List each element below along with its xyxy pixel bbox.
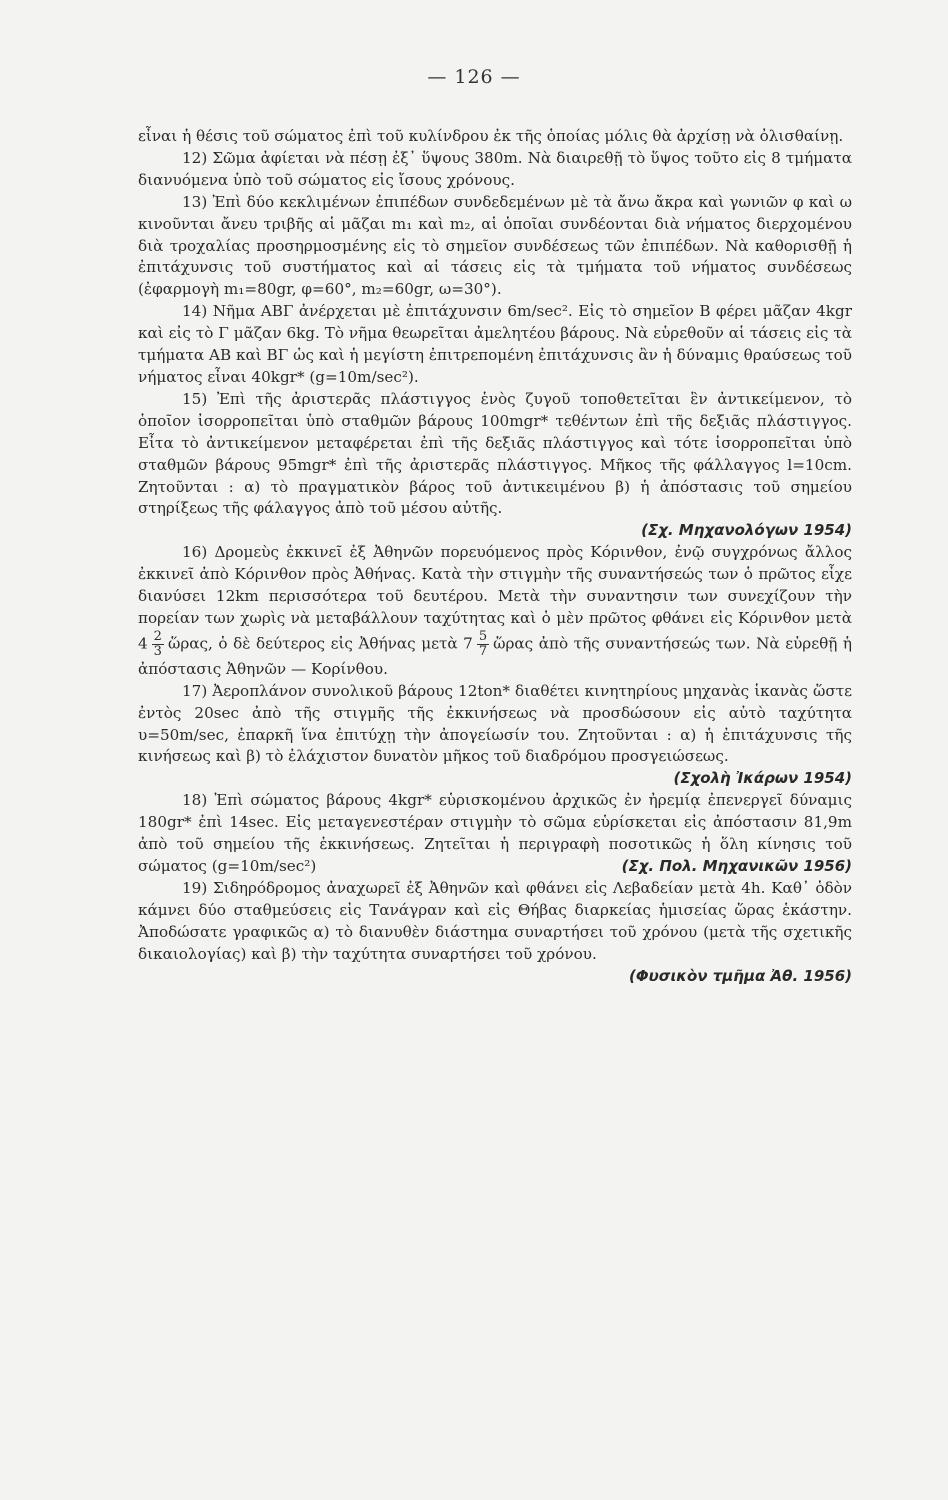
problem-16-text-a: 16) Δρομεὺς ἐκκινεῖ ἐξ Ἀθηνῶν πορευόμενος πρὸς Κόρινθον, ἐνῷ συγχρόνως ἄλλος ἐκκινεῖ ἀπὸ Κόρινθον πρὸς Ἀθήνας. Κατὰ τὴν στιγμὴν τῆς συναντήσεώς των ὁ πρῶτος εἶχε διανύσει 12km περισσότερα τοῦ δευτέρου. Μετὰ τὴν συναντησιν των συνεχίζουν τὴν πορείαν των χωρὶς νὰ μεταβάλλουν ταχύτητας καὶ ὁ μὲν πρῶτος φθάνει εἰς Κόρινθον μετὰ 4: [138, 543, 852, 653]
source-17: (Σχολὴ Ἰκάρων 1954): [673, 769, 852, 788]
fraction-five-sevenths: [477, 630, 489, 659]
fraction-numerator: 2: [153, 628, 162, 644]
source-19: (Φυσικὸν τμῆμα Ἀθ. 1956): [629, 966, 852, 985]
problem-12: 12) Σῶμα ἀφίεται νὰ πέσῃ ἐξ᾽ ὕψους 380m. Νὰ διαιρεθῇ τὸ ὕψος τοῦτο εἰς 8 τμήματα διανυόμενα ὑπὸ τοῦ σώματος εἰς ἴσους χρόνους.: [138, 148, 852, 189]
problem-16-text-b: ὥρας, ὁ δὲ δεύτερος εἰς Ἀθήνας μετὰ 7: [167, 634, 473, 653]
fraction-denominator: 7: [478, 643, 488, 659]
paragraph-continuation: εἶναι ἡ θέσις τοῦ σώματος ἐπὶ τοῦ κυλίνδρου ἐκ τῆς ὁποίας μόλις θὰ ἀρχίσῃ νὰ ὀλισθαίνῃ.: [138, 127, 844, 145]
problem-17-text: 17) Ἀεροπλάνον συνολικοῦ βάρους 12ton* διαθέτει κινητηρίους μηχανὰς ἱκανὰς ὥστε ἐντὸς 20sec ἀπὸ τῆς στιγμῆς τῆς ἐκκινήσεως νὰ προσδώσουν εἰς αὐτὸ ταχύτητα υ=50m/sec, ἐπαρκῆ ἵνα ἐπιτύχῃ τὴν ἀπογείωσίν του. Ζητοῦνται : α) ἡ ἐπιτάχυνσις τῆς κινήσεως καὶ β) τὸ ἐλάχιστον δυνατὸν μῆκος τοῦ διαδρόμου προσγειώσεως.: [138, 681, 852, 766]
text-body: [138, 126, 852, 987]
problem-17: [138, 681, 852, 788]
problem-15: 15) Ἐπὶ τῆς ἀριστερᾶς πλάστιγγος ἑνὸς ζυγοῦ τοποθετεῖται ἓν ἀντικείμενον, τὸ ὁποῖον ἰσορροπεῖται ὑπὸ σταθμῶν βάρους 100mgr* τεθέντων ἐπὶ τῆς δεξιᾶς πλάστιγγος. Εἶτα τὸ ἀντικείμενον μεταφέρεται ἐπὶ τῆς δεξιᾶς πλάστιγγος καὶ τότε ἰσορροπεῖται ὑπὸ σταθμῶν βάρους 95mgr* ἐπὶ τῆς ἀριστερᾶς πλάστιγγος. Μῆκος τῆς φάλλαγγος l=10cm. Ζητοῦνται : α) τὸ πραγματικὸν βάρος τοῦ ἀντικειμένου β) ἡ ἀπόστασις τοῦ σημείου στηρίξεως τῆς φάλαγγος ἀπὸ τοῦ μέσου αὐτῆς.: [138, 389, 852, 518]
problem-16-text-c: ὥρας ἀπὸ τῆς συναντήσεώς των. Νὰ εὑρεθῇ ἡ ἀπόστασις Ἀθηνῶν — Κορίνθου.: [138, 634, 852, 678]
problem-18: [138, 790, 852, 878]
fraction-two-thirds: [152, 630, 164, 659]
problem-19: 19) Σιδηρόδρομος ἀναχωρεῖ ἐξ Ἀθηνῶν καὶ φθάνει εἰς Λεβαδείαν μετὰ 4h. Καθ᾽ ὁδὸν κάμνει δύο σταθμεύσεις εἰς Τανάγραν καὶ εἰς Θήβας διαρκείας ἡμισείας ὥρας ἑκάστην. Ἀποδώσατε γραφικῶς α) τὸ διανυθὲν διάστημα συναρτήσει τοῦ χρόνου (μετὰ τῆς σχετικῆς δικαιολογίας) καὶ β) τὴν ταχύτητα συναρτήσει τοῦ χρόνου.: [138, 878, 852, 963]
page-number: — 126 —: [427, 66, 521, 88]
problem-16: [138, 542, 852, 681]
problem-13: 13) Ἐπὶ δύο κεκλιμένων ἐπιπέδων συνδεδεμένων μὲ τὰ ἄνω ἄκρα καὶ γωνιῶν φ καὶ ω κινοῦνται ἄνευ τριβῆς αἱ μᾶζαι m₁ καὶ m₂, αἱ ὁποῖαι συνδέονται διὰ νήματος διερχομένου διὰ τροχαλίας προσηρμοσμένης εἰς τὸ σημεῖον συνδέσεως τῶν ἐπιπέδων. Νὰ καθορισθῇ ἡ ἐπιτάχυνσις τοῦ συστήματος καὶ αἱ τάσεις εἰς τὰ τμήματα τοῦ νήματος συνδέσεως (ἐφαρμογὴ m₁=80gr, φ=60°, m₂=60gr, ω=30°).: [138, 192, 852, 299]
source-15: (Σχ. Μηχανολόγων 1954): [641, 521, 852, 540]
problem-14: 14) Νῆμα ΑΒΓ ἀνέρχεται μὲ ἐπιτάχυνσιν 6m/sec². Εἰς τὸ σημεῖον Β φέρει μᾶζαν 4kgr καὶ εἰς τὸ Γ μᾶζαν 6kg. Τὸ νῆμα θεωρεῖται ἀμελητέου βάρους. Νὰ εὑρεθοῦν αἱ τάσεις εἰς τὰ τμήματα ΑΒ καὶ ΒΓ ὡς καὶ ἡ μεγίστη ἐπιτρεπομένη ἐπιτάχυνσις ἂν ἡ δύναμις θραύσεως τοῦ νήματος εἶναι 40kgr* (g=10m/sec²).: [138, 302, 852, 386]
problem-18-text: 18) Ἐπὶ σώματος βάρους 4kgr* εὑρισκομένου ἀρχικῶς ἐν ἠρεμίᾳ ἐπενεργεῖ δύναμις 180gr* ἐπὶ 14sec. Εἰς μεταγενεστέραν στιγμὴν τὸ σῶμα εὑρίσκεται εἰς ἀπόστασιν 81,9m ἀπὸ τοῦ σημείου τῆς ἐκκινήσεως. Ζητεῖται ἡ περιγραφὴ ποσοτικῶς ἡ ὅλη κίνησις τοῦ σώματος (g=10m/sec²): [138, 791, 852, 875]
fraction-denominator: 3: [153, 643, 162, 659]
fraction-numerator: 5: [478, 628, 488, 644]
source-18: (Σχ. Πολ. Μηχανικῶν 1956): [621, 857, 852, 875]
